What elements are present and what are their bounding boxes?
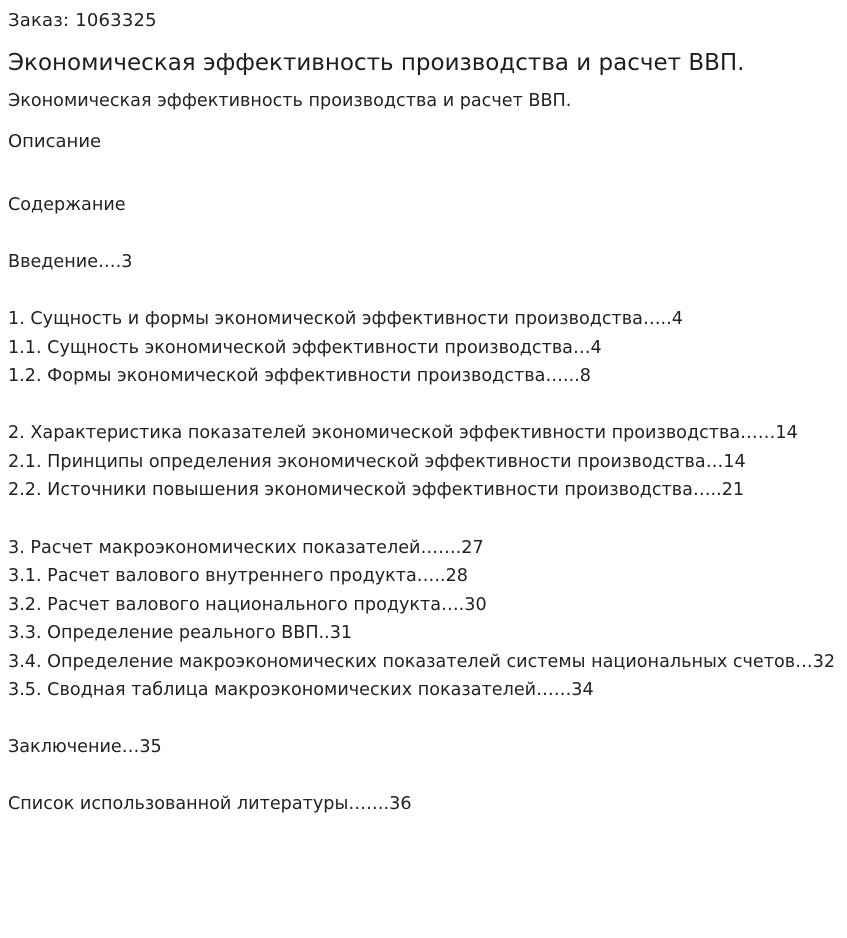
toc-spacer — [8, 705, 838, 734]
toc-spacer — [8, 762, 838, 791]
order-number: Заказ: 1063325 — [8, 10, 157, 31]
toc-item: 3. Расчет макроэкономических показателей…….27 — [8, 537, 484, 558]
toc-item: 3.1. Расчет валового внутреннего продукта…..28 — [8, 566, 468, 587]
toc-item: 3.2. Расчет валового национального продукта….30 — [8, 594, 487, 615]
page-subtitle: Экономическая эффективность производства и расчет ВВП. — [8, 91, 572, 111]
toc-spacer — [8, 505, 838, 534]
toc-item: Введение….3 — [8, 252, 133, 273]
table-of-contents — [8, 191, 838, 819]
toc-item: 2. Характеристика показателей экономической эффективности производства……14 — [8, 423, 798, 444]
description-heading: Описание — [8, 131, 102, 152]
toc-item: 2.2. Источники повышения экономической эффективности производства…..21 — [8, 480, 745, 501]
toc-item: Заключение…35 — [8, 737, 162, 758]
toc-item: 3.5. Сводная таблица макроэкономических показателей……34 — [8, 680, 594, 701]
toc-item: 3.3. Определение реального ВВП..31 — [8, 623, 353, 644]
toc-item: 3.4. Определение макроэкономических показателей системы национальных счетов…32 — [8, 651, 836, 672]
toc-spacer — [8, 220, 838, 249]
toc-item: 1.2. Формы экономической эффективности производства…...8 — [8, 366, 591, 387]
toc-spacer — [8, 391, 838, 420]
page-title: Экономическая эффективность производства и расчет ВВП. — [8, 50, 745, 76]
toc-item: 2.1. Принципы определения экономической эффективности производства…14 — [8, 451, 746, 472]
toc-item: 1.1. Сущность экономической эффективности производства…4 — [8, 337, 602, 358]
toc-heading: Содержание — [8, 195, 126, 215]
toc-spacer — [8, 277, 838, 306]
toc-item: 1. Сущность и формы экономической эффективности производства…..4 — [8, 309, 683, 330]
toc-item: Список использованной литературы…….36 — [8, 794, 412, 815]
